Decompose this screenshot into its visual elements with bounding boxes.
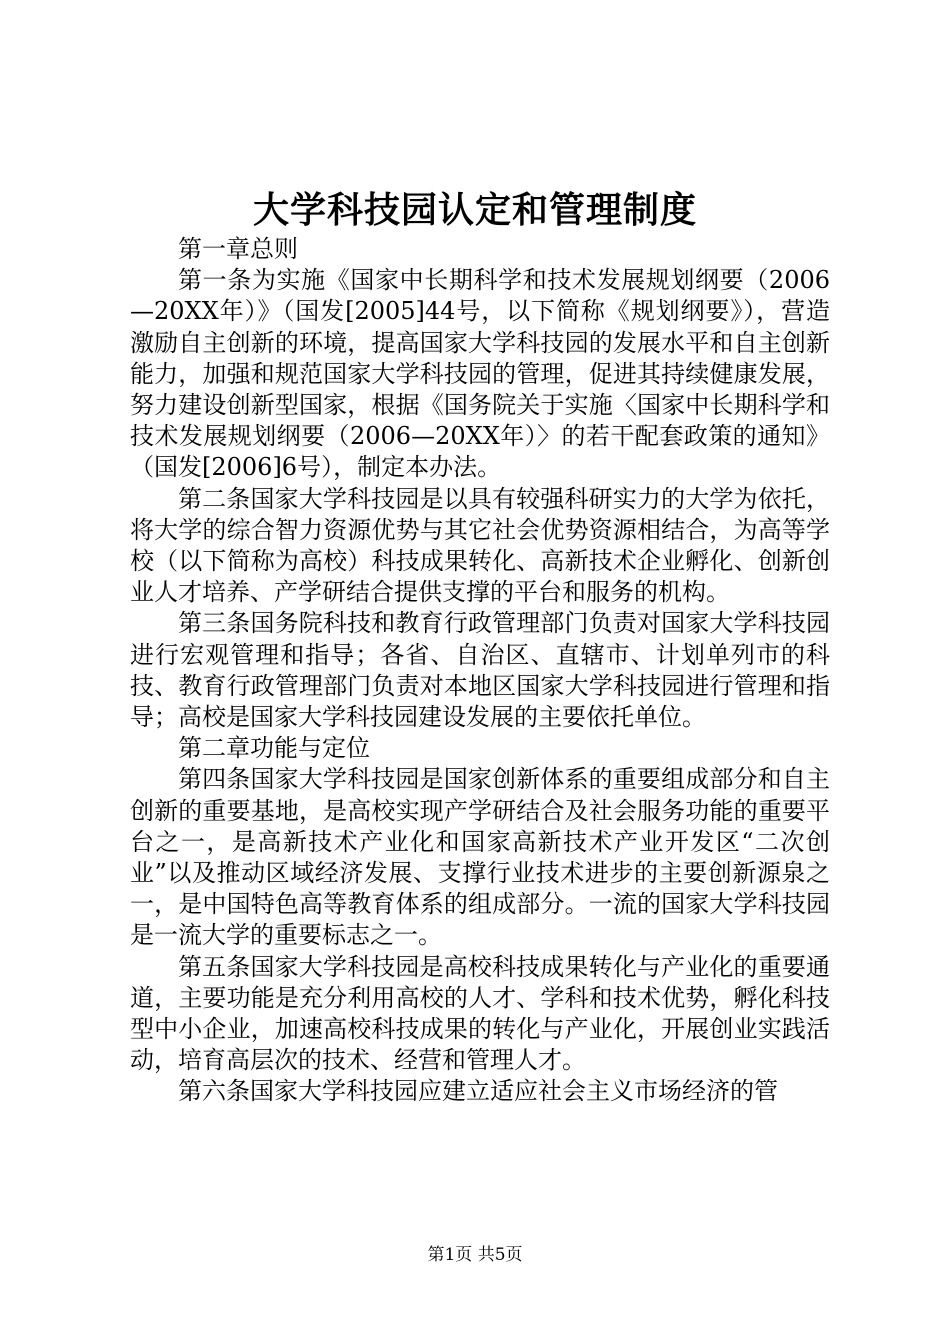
page-number-footer: 第1页 共5页 — [427, 1245, 523, 1265]
article-paragraph: 第二条国家大学科技园是以具有较强科研实力的大学为依托，将大学的综合智力资源优势与其它社会优势资源相结合，为高等学校（以下简称为高校）科技成果转化、高新技术企业孵化、创新创业人才培养、产学研结合提供支撑的平台和服务的机构。 — [130, 484, 830, 607]
article-paragraph: 第五条国家大学科技园是高校科技成果转化与产业化的重要通道，主要功能是充分利用高校的人才、学科和技术优势，孵化科技型中小企业，加速高校科技成果的转化与产业化，开展创业实践活动，培育高层次的技术、经营和管理人才。 — [130, 952, 830, 1075]
document-body — [130, 234, 830, 1108]
article-paragraph: 第一条为实施《国家中长期科学和技术发展规划纲要（2006—20XX年）》（国发[2005]44号，以下简称《规划纲要》），营造激励自主创新的环境，提高国家大学科技园的发展水平和自主创新能力，加强和规范国家大学科技园的管理，促进其持续健康发展，努力建设创新型国家，根据《国务院关于实施〈国家中长期科学和技术发展规划纲要（2006—20XX年）〉的若干配套政策的通知》（国发[2006]6号），制定本办法。 — [130, 266, 830, 482]
article-paragraph: 第六条国家大学科技园应建立适应社会主义市场经济的管 — [178, 1077, 778, 1106]
chapter-heading: 第二章功能与定位 — [178, 734, 370, 763]
article-paragraph: 第四条国家大学科技园是国家创新体系的重要组成部分和自主创新的重要基地，是高校实现产学研结合及社会服务功能的重要平台之一，是高新技术产业化和国家高新技术产业开发区“二次创业”以及推动区域经济发展、支撑行业技术进步的主要创新源泉之一，是中国特色高等教育体系的组成部分。一流的国家大学科技园是一流大学的重要标志之一。 — [130, 765, 830, 950]
chapter-heading: 第一章总则 — [178, 235, 298, 263]
article-paragraph: 第三条国务院科技和教育行政管理部门负责对国家大学科技园进行宏观管理和指导；各省、自治区、直辖市、计划单列市的科技、教育行政管理部门负责对本地区国家大学科技园进行管理和指导；高校是国家大学科技园建设发展的主要依托单位。 — [130, 609, 830, 732]
document-title: 大学科技园认定和管理制度 — [252, 189, 697, 231]
